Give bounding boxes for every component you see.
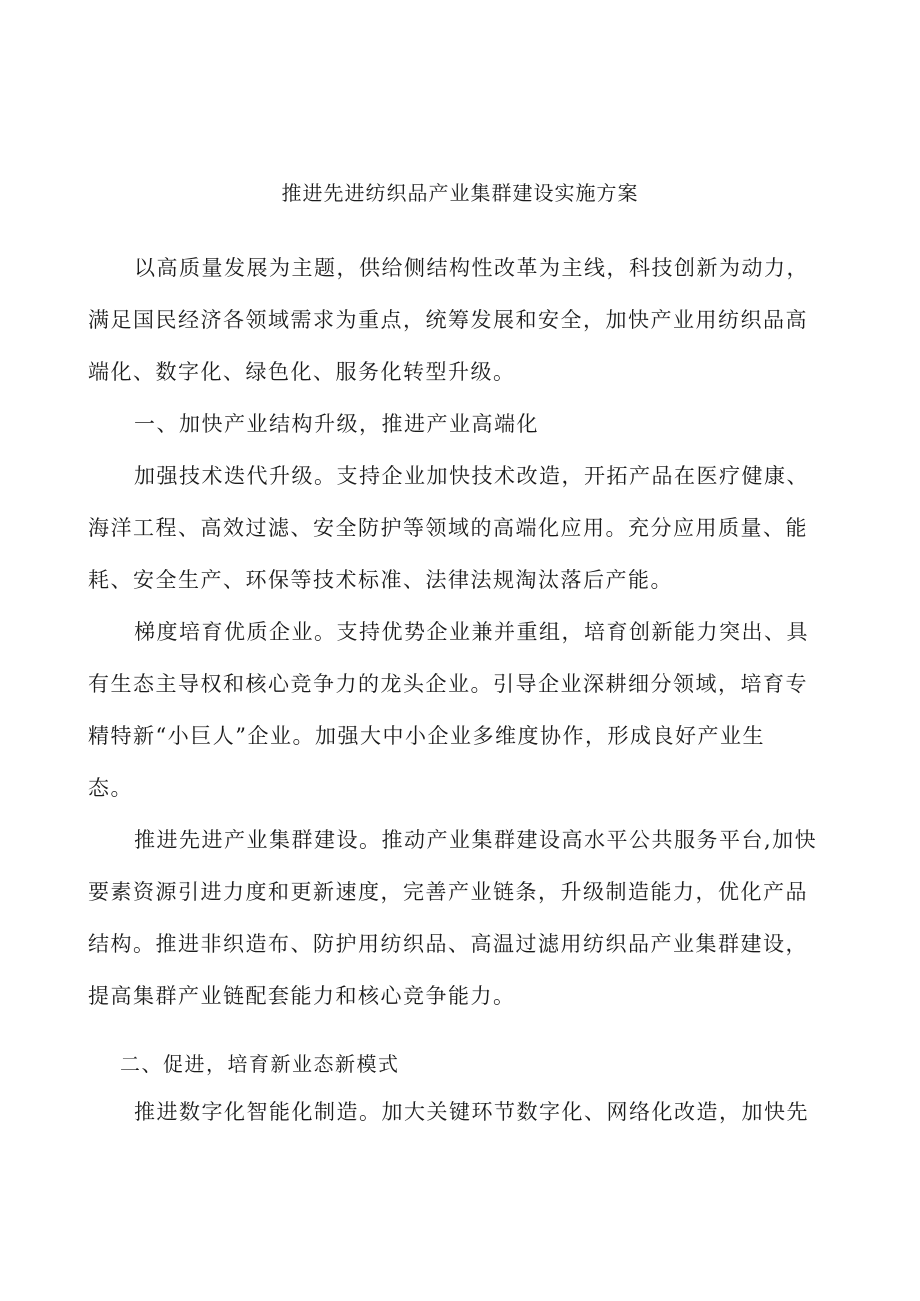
section-heading: 二、促进，培育新业态新模式	[120, 1052, 400, 1076]
paragraph-line: 要素资源引进力度和更新速度，完善产业链条，升级制造能力，优化产品	[88, 880, 808, 904]
paragraph-line: 耗、安全生产、环保等技术标准、法律法规淘汰落后产能。	[88, 568, 673, 592]
paragraph-line: 以高质量发展为主题，供给侧结构性改革为主线，科技创新为动力，	[134, 256, 809, 280]
paragraph-line: 提高集群产业链配套能力和核心竞争能力。	[88, 984, 516, 1008]
paragraph-line: 加强技术迭代升级。支持企业加快技术改造，开拓产品在医疗健康、	[134, 464, 809, 488]
section-heading: 一、加快产业结构升级，推进产业高端化	[134, 412, 539, 436]
document-title: 推进先进纺织品产业集群建设实施方案	[281, 181, 639, 205]
paragraph-line: 满足国民经济各领域需求为重点，统筹发展和安全，加快产业用纺织品高	[88, 308, 808, 332]
paragraph-line: 推进数字化智能化制造。加大关键环节数字化、网络化改造，加快先	[134, 1100, 809, 1124]
paragraph-line: 结构。推进非织造布、防护用纺织品、高温过滤用纺织品产业集群建设，	[88, 932, 808, 956]
paragraph-line: 端化、数字化、绿色化、服务化转型升级。	[88, 360, 516, 384]
paragraph-line: 精特新“小巨人”企业。加强大中小企业多维度协作，形成良好产业生	[88, 724, 765, 748]
paragraph-line: 有生态主导权和核心竞争力的龙头企业。引导企业深耕细分领域，培育专	[88, 672, 808, 696]
paragraph-line: 推进先进产业集群建设。推动产业集群建设高水平公共服务平台,加快	[134, 828, 818, 852]
paragraph-line: 态。	[88, 776, 133, 800]
paragraph-line: 梯度培育优质企业。支持优势企业兼并重组，培育创新能力突出、具	[134, 620, 809, 644]
paragraph-line: 海洋工程、高效过滤、安全防护等领域的高端化应用。充分应用质量、能	[88, 516, 808, 540]
